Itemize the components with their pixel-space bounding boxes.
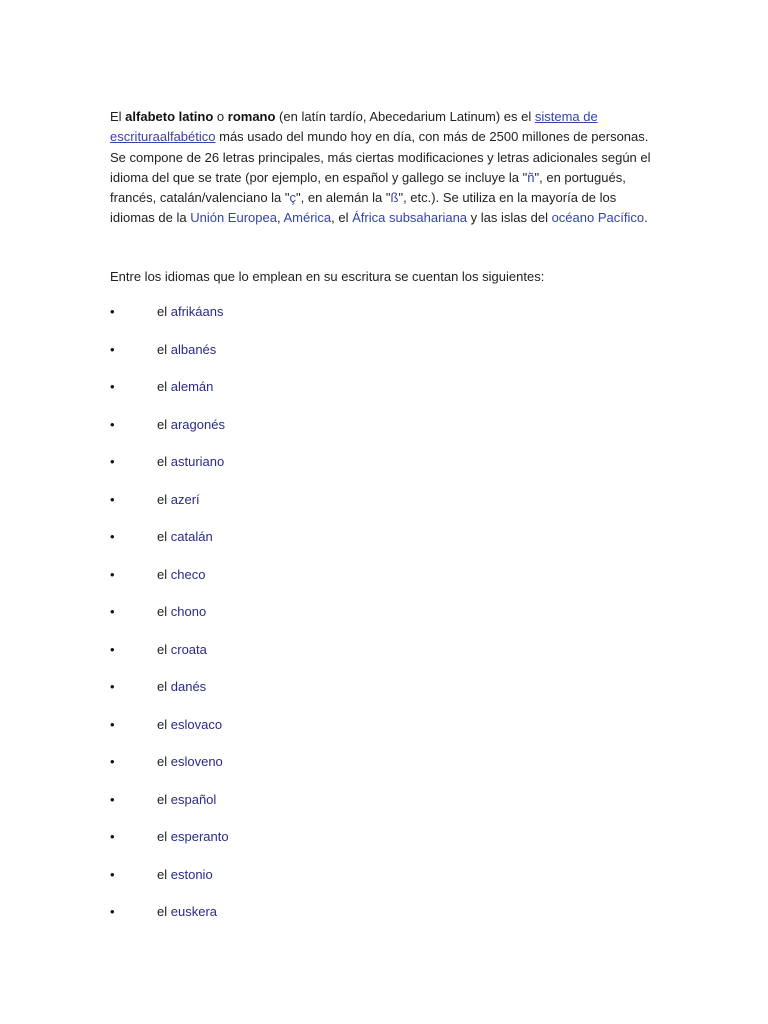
language-link[interactable]: chono xyxy=(170,604,207,619)
intro-text: , xyxy=(276,210,284,226)
list-item-article: el xyxy=(157,341,168,357)
list-item xyxy=(110,340,510,378)
bullet-icon: • xyxy=(110,566,115,582)
list-item xyxy=(110,527,510,565)
language-link[interactable]: estonio xyxy=(170,866,213,882)
language-link[interactable]: croata xyxy=(170,641,207,657)
language-link[interactable]: aragonés xyxy=(170,416,225,432)
char-eszett: ß xyxy=(390,190,399,206)
link-oceano-pacifico[interactable]: océano Pacífico xyxy=(551,210,645,226)
list-item-article: el xyxy=(157,529,168,544)
language-link[interactable]: albanés xyxy=(170,341,217,357)
bullet-icon: • xyxy=(110,454,115,469)
list-item-article: el xyxy=(157,566,168,582)
bullet-icon: • xyxy=(110,379,115,394)
language-list xyxy=(110,302,510,940)
bullet-icon: • xyxy=(110,641,115,657)
intro-paragraph xyxy=(110,107,662,229)
intro-text: . xyxy=(644,210,648,226)
bullet-icon: • xyxy=(110,529,115,544)
list-item xyxy=(110,865,510,903)
list-item-article: el xyxy=(157,754,168,769)
list-item xyxy=(110,415,510,453)
bullet-icon: • xyxy=(110,904,115,919)
term-romano: romano xyxy=(227,109,276,124)
char-enie: ñ xyxy=(527,169,535,185)
list-item xyxy=(110,827,510,865)
intro-text: ", en alemán la " xyxy=(296,190,391,206)
bullet-icon: • xyxy=(110,341,115,357)
intro-text: (en latín tardío, Abecedarium Latinum) es el xyxy=(275,109,535,124)
document-page xyxy=(110,107,662,919)
bullet-icon: • xyxy=(110,304,115,319)
link-sistema-de[interactable]: sistema de xyxy=(534,109,598,124)
list-item-article: el xyxy=(157,304,168,319)
link-union-europea[interactable]: Unión Europea xyxy=(190,210,277,226)
language-link[interactable]: español xyxy=(170,791,217,807)
language-link[interactable]: asturiano xyxy=(170,454,225,469)
bullet-icon: • xyxy=(110,679,115,694)
list-item-article: el xyxy=(157,829,168,844)
list-item-article: el xyxy=(157,379,168,394)
language-link[interactable]: esloveno xyxy=(170,754,223,769)
list-item-article: el xyxy=(157,679,168,694)
intro-text: El xyxy=(110,109,126,124)
list-item xyxy=(110,452,510,490)
list-item-article: el xyxy=(157,416,168,432)
list-item-article: el xyxy=(157,904,168,919)
list-item xyxy=(110,490,510,528)
language-link[interactable]: checo xyxy=(170,566,206,582)
list-item-article: el xyxy=(157,491,168,507)
intro-text: , el xyxy=(331,210,353,226)
language-link[interactable]: catalán xyxy=(170,529,213,544)
intro-text: ", etc.). Se utiliza en la mayoría de los idiomas de la xyxy=(110,190,617,226)
language-link[interactable]: danés xyxy=(170,679,207,694)
language-link[interactable]: alemán xyxy=(170,379,214,394)
list-item-article: el xyxy=(157,454,168,469)
bullet-icon: • xyxy=(110,829,115,844)
bullet-icon: • xyxy=(110,491,115,507)
intro-text: y las islas del xyxy=(467,210,552,226)
language-link[interactable]: azerí xyxy=(170,491,200,507)
list-item-article: el xyxy=(157,641,168,657)
link-america[interactable]: América xyxy=(283,210,332,226)
list-item xyxy=(110,640,510,678)
intro-text: o xyxy=(213,109,228,124)
list-item-article: el xyxy=(157,716,168,732)
list-item xyxy=(110,790,510,828)
list-item xyxy=(110,602,510,640)
list-item xyxy=(110,752,510,790)
language-link[interactable]: euskera xyxy=(170,904,217,919)
link-escritura-alfabetico[interactable]: escrituraalfabético xyxy=(110,129,216,145)
term-alfabeto-latino: alfabeto latino xyxy=(125,109,214,124)
bullet-icon: • xyxy=(110,604,115,619)
list-item xyxy=(110,715,510,753)
list-intro: Entre los idiomas que lo emplean en su escritura se cuentan los siguientes: xyxy=(110,269,545,284)
language-link[interactable]: esperanto xyxy=(170,829,229,844)
bullet-icon: • xyxy=(110,866,115,882)
list-item xyxy=(110,902,510,940)
list-item-article: el xyxy=(157,604,168,619)
list-item-article: el xyxy=(157,791,168,807)
char-cedilla: ç xyxy=(289,190,296,206)
list-item xyxy=(110,565,510,603)
link-africa-subsahariana[interactable]: África subsahariana xyxy=(352,210,468,226)
bullet-icon: • xyxy=(110,791,115,807)
intro-text: ", en portugués, francés, catalán/valenciano la " xyxy=(110,169,626,206)
list-item xyxy=(110,677,510,715)
list-item-article: el xyxy=(157,866,168,882)
list-item xyxy=(110,302,510,340)
bullet-icon: • xyxy=(110,754,115,769)
intro-text: más usado del mundo hoy en día, con más de 2500 millones de personas. Se compone de 26 letras principales, más ciertas modificaciones y letras adicionales según el idioma del que se trate (por ejemplo, en español y gallego se incluye la " xyxy=(110,129,651,185)
list-item xyxy=(110,377,510,415)
language-link[interactable]: afrikáans xyxy=(170,304,224,319)
bullet-icon: • xyxy=(110,416,115,432)
language-link[interactable]: eslovaco xyxy=(170,716,223,732)
bullet-icon: • xyxy=(110,716,115,732)
